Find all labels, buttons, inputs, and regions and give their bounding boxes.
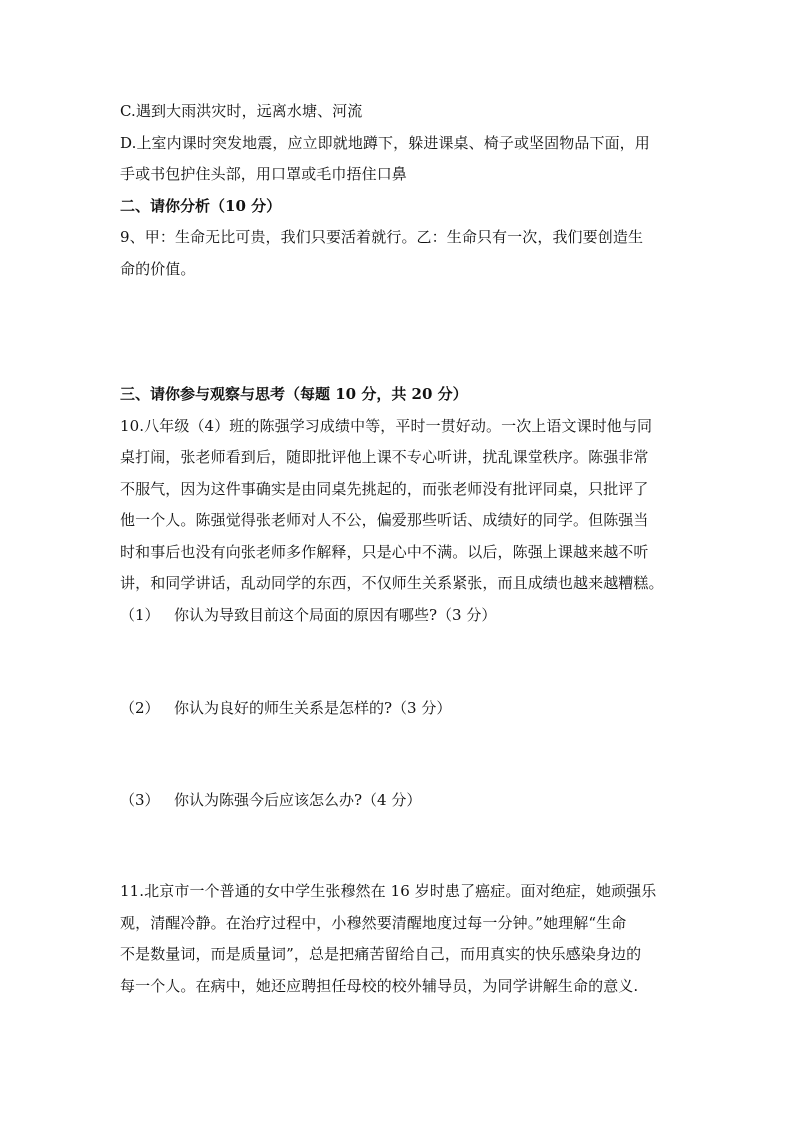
exam-page <box>120 96 680 1002</box>
subquestion-2 <box>120 693 680 725</box>
subquestion-text: 你认为陈强今后应该怎么办?（4 分） <box>174 790 422 809</box>
subquestion-number: （3） <box>120 790 160 809</box>
question10-line: 桌打闹，张老师看到后，随即批评他上课不专心听讲，扰乱课堂秩序。陈强非常 <box>120 448 649 466</box>
subquestion-text: 你认为良好的师生关系是怎样的?（3 分） <box>174 699 452 717</box>
subquestion-1 <box>120 600 680 632</box>
question9-line1: 9、甲：生命无比可贵，我们只要活着就行。乙：生命只有一次，我们要创造生 <box>120 228 644 246</box>
question10-line: 他一个人。陈强觉得张老师对人不公，偏爱那些听话、成绩好的同学。但陈强当 <box>120 511 649 529</box>
answer-space-sub2 <box>120 725 680 785</box>
subquestion-text: 你认为导致目前这个局面的原因有哪些?（3 分） <box>174 605 497 624</box>
subquestion-3 <box>120 785 680 817</box>
answer-space-q9 <box>120 285 680 379</box>
option-d-line1: D.上室内课时突发地震，应立即就地蹲下，躲进课桌、椅子或坚固物品下面，用 <box>120 133 650 152</box>
question10-line: 10.八年级（4）班的陈强学习成绩中等，平时一贯好动。一次上语文课时他与同 <box>120 416 653 435</box>
question10-line: 不服气，因为这件事确实是由同桌先挑起的，而张老师没有批评同桌，只批评了 <box>120 479 649 498</box>
question11-line: 不是数量词，而是质量词”，总是把痛苦留给自己，而用真实的快乐感染身边的 <box>120 945 642 963</box>
question9-line2: 命的价值。 <box>120 259 196 278</box>
question11-line: 每一个人。在病中，她还应聘担任母校的校外辅导员，为同学讲解生命的意义. <box>120 976 639 995</box>
option-d-line2: 手或书包护住头部，用口罩或毛巾捂住口鼻 <box>120 165 407 183</box>
answer-space-sub1 <box>120 631 680 693</box>
question10-line: 时和事后也没有向张老师多作解释，只是心中不满。以后，陈强上课越来越不听 <box>120 542 649 561</box>
subquestion-number: （1） <box>120 605 160 624</box>
section2-heading: 二、请你分析（10 分） <box>120 196 282 215</box>
answer-space-sub3 <box>120 816 680 876</box>
subquestion-number: （2） <box>120 699 160 717</box>
question11-line: 11.北京市一个普通的女中学生张穆然在 16 岁时患了癌症。面对绝症，她顽强乐 <box>120 882 657 900</box>
question11-line: 观，清醒冷静。在治疗过程中，小穆然要清醒地度过每一分钟。”她理解“生命 <box>120 913 627 932</box>
section3-heading: 三、请你参与观察与思考（每题 10 分，共 20 分） <box>120 385 468 403</box>
option-c: C.遇到大雨洪灾时，远离水塘、河流 <box>120 102 363 120</box>
question10-line: 讲，和同学讲话，乱动同学的东西，不仅师生关系紧张，而且成绩也越来越糟糕。 <box>120 574 664 592</box>
